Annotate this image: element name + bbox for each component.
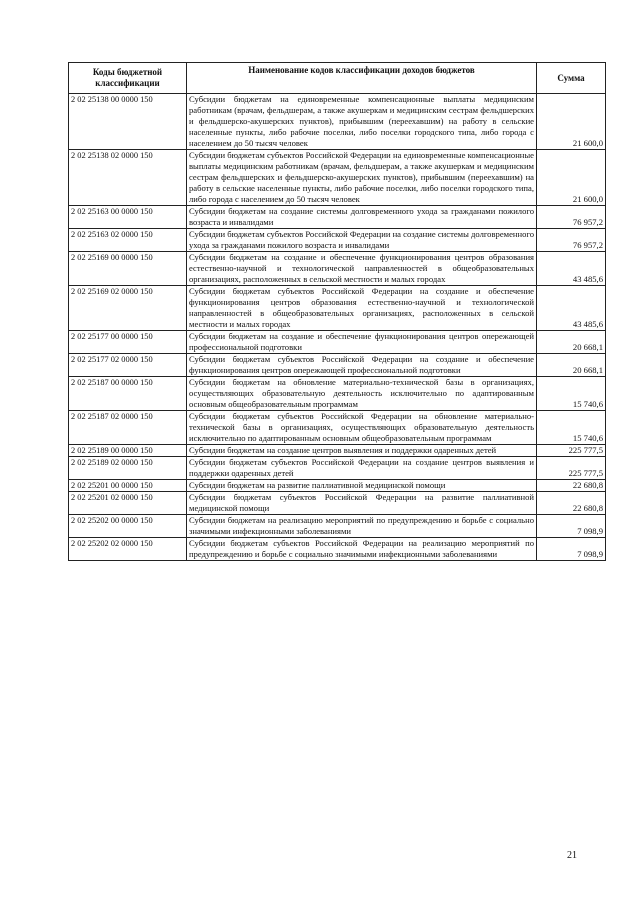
row-code: 2 02 25163 02 0000 150 — [69, 229, 187, 252]
header-code: Коды бюджетной классификации — [69, 63, 187, 94]
table-row — [69, 229, 606, 252]
table-row — [69, 445, 606, 457]
row-code: 2 02 25169 00 0000 150 — [69, 252, 187, 286]
budget-table — [68, 62, 606, 561]
row-name: Субсидии бюджетам субъектов Российской Федерации на создание и обеспечение функционирования центров образования естественно-научной и технологической направленностей в общеобразовательных организациях, расположенных в сельской местности и малых городах — [187, 286, 537, 331]
table-row — [69, 538, 606, 561]
row-sum: 15 740,6 — [537, 377, 606, 411]
row-sum: 225 777,5 — [537, 445, 606, 457]
row-name: Субсидии бюджетам на обновление материально-технической базы в организациях, осуществляющих образовательную деятельность исключительно по адаптированным основным общеобразовательным программам — [187, 377, 537, 411]
table-row — [69, 354, 606, 377]
row-name: Субсидии бюджетам субъектов Российской Федерации на развитие паллиативной медицинской помощи — [187, 492, 537, 515]
row-name: Субсидии бюджетам субъектов Российской Федерации на обновление материально-технической базы в организациях, осуществляющих образовательную деятельность исключительно по адаптированным основным общеобразовательным программам — [187, 411, 537, 445]
row-code: 2 02 25138 02 0000 150 — [69, 150, 187, 206]
row-name: Субсидии бюджетам на единовременные компенсационные выплаты медицинским работникам (врачам, фельдшерам, а также акушеркам и медицинским сестрам фельдшерских и фельдшерско-акушерских пунктов), прибывшим (переехавшим) на работу в сельские населенные пункты, либо рабочие поселки, либо поселки городского типа, либо города с населением до 50 тысяч человек — [187, 94, 537, 150]
row-sum: 7 098,9 — [537, 515, 606, 538]
row-name: Субсидии бюджетам на реализацию мероприятий по предупреждению и борьбе с социально значимыми инфекционными заболеваниями — [187, 515, 537, 538]
row-code: 2 02 25177 02 0000 150 — [69, 354, 187, 377]
row-sum: 21 600,0 — [537, 150, 606, 206]
row-sum: 20 668,1 — [537, 331, 606, 354]
row-sum: 22 680,8 — [537, 492, 606, 515]
row-sum: 43 485,6 — [537, 286, 606, 331]
table-body — [69, 94, 606, 561]
row-sum: 21 600,0 — [537, 94, 606, 150]
table-row — [69, 150, 606, 206]
row-name: Субсидии бюджетам на создание системы долговременного ухода за гражданами пожилого возраста и инвалидами — [187, 206, 537, 229]
row-code: 2 02 25163 00 0000 150 — [69, 206, 187, 229]
row-sum: 22 680,8 — [537, 480, 606, 492]
row-sum: 20 668,1 — [537, 354, 606, 377]
row-name: Субсидии бюджетам субъектов Российской Федерации на создание центров выявления и поддержки одаренных детей — [187, 457, 537, 480]
table-header-row — [69, 63, 606, 94]
row-code: 2 02 25187 00 0000 150 — [69, 377, 187, 411]
table-row — [69, 492, 606, 515]
header-name: Наименование кодов классификации доходов бюджетов — [187, 63, 537, 94]
row-code: 2 02 25201 02 0000 150 — [69, 492, 187, 515]
page-number: 21 — [567, 850, 577, 861]
table-row — [69, 94, 606, 150]
row-name: Субсидии бюджетам субъектов Российской Федерации на единовременные компенсационные выплаты медицинским работникам (врачам, фельдшерам, а также акушеркам и медицинским сестрам фельдшерских и фельдшерско-акушерских пунктов), прибывшим (переехавшим) на работу в сельские населенные пункты, либо рабочие поселки, либо поселки городского типа, либо города с населением до 50 тысяч человек — [187, 150, 537, 206]
row-name: Субсидии бюджетам на создание и обеспечение функционирования центров образования естественно-научной и технологической направленностей в общеобразовательных организациях, расположенных в сельской местности и малых городах — [187, 252, 537, 286]
table-row — [69, 411, 606, 445]
table-row — [69, 480, 606, 492]
header-sum: Сумма — [537, 63, 606, 94]
table-row — [69, 286, 606, 331]
row-code: 2 02 25201 00 0000 150 — [69, 480, 187, 492]
row-code: 2 02 25177 00 0000 150 — [69, 331, 187, 354]
row-code: 2 02 25138 00 0000 150 — [69, 94, 187, 150]
row-name: Субсидии бюджетам субъектов Российской Федерации на создание системы долговременного ухода за гражданами пожилого возраста и инвалидами — [187, 229, 537, 252]
row-code: 2 02 25202 00 0000 150 — [69, 515, 187, 538]
row-name: Субсидии бюджетам субъектов Российской Федерации на реализацию мероприятий по предупреждению и борьбе с социально значимыми инфекционными заболеваниями — [187, 538, 537, 561]
row-sum: 225 777,5 — [537, 457, 606, 480]
table-row — [69, 377, 606, 411]
row-sum: 7 098,9 — [537, 538, 606, 561]
table-row — [69, 252, 606, 286]
row-name: Субсидии бюджетам на создание центров выявления и поддержки одаренных детей — [187, 445, 537, 457]
row-code: 2 02 25202 02 0000 150 — [69, 538, 187, 561]
table-row — [69, 331, 606, 354]
row-sum: 43 485,6 — [537, 252, 606, 286]
row-sum: 76 957,2 — [537, 229, 606, 252]
row-code: 2 02 25169 02 0000 150 — [69, 286, 187, 331]
row-code: 2 02 25189 02 0000 150 — [69, 457, 187, 480]
table-row — [69, 206, 606, 229]
row-sum: 15 740,6 — [537, 411, 606, 445]
row-code: 2 02 25189 00 0000 150 — [69, 445, 187, 457]
row-name: Субсидии бюджетам субъектов Российской Федерации на создание и обеспечение функционирования центров опережающей профессиональной подготовки — [187, 354, 537, 377]
row-name: Субсидии бюджетам на развитие паллиативной медицинской помощи — [187, 480, 537, 492]
row-sum: 76 957,2 — [537, 206, 606, 229]
row-code: 2 02 25187 02 0000 150 — [69, 411, 187, 445]
table-row — [69, 457, 606, 480]
table-row — [69, 515, 606, 538]
row-name: Субсидии бюджетам на создание и обеспечение функционирования центров опережающей профессиональной подготовки — [187, 331, 537, 354]
